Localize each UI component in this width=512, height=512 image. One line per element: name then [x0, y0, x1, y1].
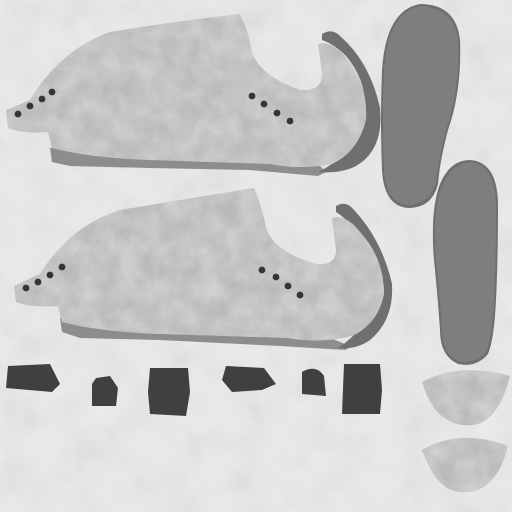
- eyelet: [285, 283, 292, 290]
- eyelet: [15, 111, 22, 118]
- eyelet: [39, 96, 46, 103]
- eyelet: [273, 274, 280, 281]
- eyelet: [249, 93, 256, 100]
- insole-2-fill: [435, 162, 496, 362]
- eyelet: [35, 279, 42, 286]
- dark-patch-3: [148, 368, 190, 416]
- eyelet: [274, 110, 281, 117]
- eyelet: [23, 285, 30, 292]
- insole-2: [433, 160, 498, 365]
- eyelet: [47, 272, 54, 279]
- dark-patch-1: [6, 364, 60, 392]
- eyelet: [27, 103, 34, 110]
- eyelet: [49, 89, 56, 96]
- eyelet: [259, 267, 266, 274]
- eyelet: [297, 292, 304, 299]
- eyelet: [287, 118, 294, 125]
- eyelet: [59, 264, 66, 271]
- dark-patch-6: [342, 364, 382, 414]
- eyelet: [261, 101, 268, 108]
